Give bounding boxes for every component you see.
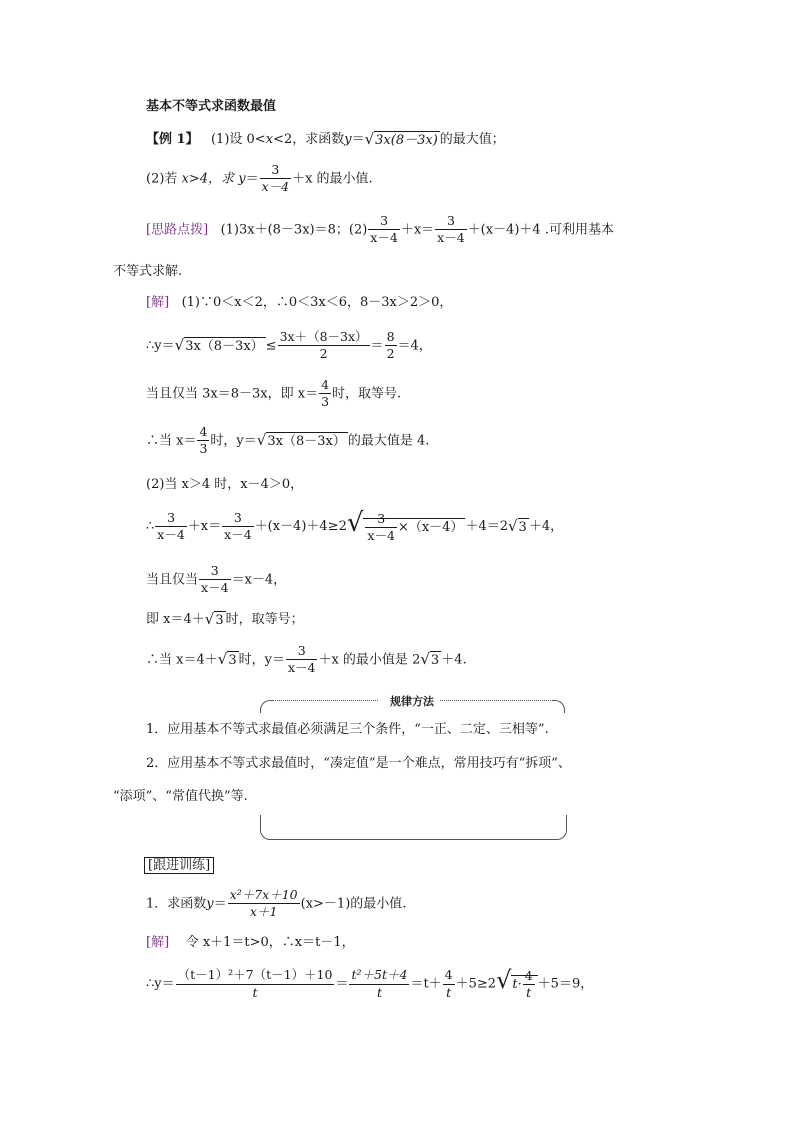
solution-line-4: ∴当 x＝ $\frac{4}{3}$ 时，y＝√3x（8－3x） 的最大值是 4. bbox=[146, 424, 430, 457]
rules-item-2-cont: “添项”、“常值代换”等. bbox=[113, 789, 248, 804]
example-question-2: (2)若 x>4，求 y＝ $\frac{3}{x-4}$ ＋x 的最小值. bbox=[146, 162, 373, 195]
example-tag: 【例 1】 bbox=[146, 132, 199, 147]
solution-line-9: ∴当 x＝4＋√3 时，y＝ $\frac{3}{x-4}$ ＋x 的最小值是 2√3 ＋4. bbox=[146, 643, 467, 676]
solution-line-2: ∴y＝√3x（8－3x） ≤ $\frac{3x+(8-3x)}{2}$ ＝ $\frac{8}{2}$ ＝4， bbox=[146, 329, 432, 362]
rules-item-1: 1．应用基本不等式求最值必须满足三个条件，“一正、二定、三相等”. bbox=[146, 722, 549, 737]
practice-tag: [跟进训练] bbox=[144, 857, 214, 874]
section-title: 基本不等式求函数最值 bbox=[146, 99, 277, 114]
solution-line-8: 即 x＝4＋√3 时，取等号； bbox=[146, 610, 304, 628]
example-question-1: 【例 1】 (1)设 0<x<2，求函数y＝√3x(8－3x) 的最大值； bbox=[146, 130, 505, 148]
rules-box-title: 规律方法 bbox=[390, 695, 434, 708]
fraction: $\frac{3}{x-4}$ bbox=[261, 162, 290, 195]
practice-solution-tag: [解] bbox=[146, 935, 170, 950]
hint-line: [思路点拨] (1)3x＋(8－3x)＝8；(2) $\frac{3}{x-4}$ ＋x＝ $\frac{3}{x-4}$ ＋(x－4)＋4 .可利用基本 bbox=[146, 213, 614, 246]
practice-solution-line-2: ∴y＝ $\frac{\text{（t－1）²＋7（t－1）＋10}}{t}$ ＝ $\frac{\text{t²＋5t＋4}}{t}$ ＝t＋ $\frac{4}{t}$ ＋5≥2√t· $\frac{4}{t}$ ＋5＝9， bbox=[146, 966, 594, 1000]
solution-line-6: ∴ $\frac{3}{x-4}$ ＋x＝ $\frac{3}{x-4}$ ＋(x－4)＋4≥2√ $\frac{3}{x-4}$ ×（x－4） ＋4＝2√3 ＋4， bbox=[146, 508, 564, 543]
solution-line-3: 当且仅当 3x＝8－3x，即 x＝ $\frac{4}{3}$ 时，取等号. bbox=[146, 377, 402, 410]
radical: √3x(8－3x) bbox=[364, 130, 438, 148]
solution-line-1: [解] (1)∵0＜x＜2，∴0＜3x＜6，8－3x＞2＞0， bbox=[146, 295, 453, 310]
solution-tag: [解] bbox=[146, 295, 170, 310]
hint-tag: [思路点拨] bbox=[146, 222, 209, 238]
rules-item-2: 2．应用基本不等式求最值时，“凑定值”是一个难点，常用技巧有“拆项”、 bbox=[146, 756, 571, 771]
solution-line-7: 当且仅当 $\frac{3}{x-4}$ ＝x－4， bbox=[146, 563, 287, 596]
practice-solution-line-1: [解] 令 x＋1＝t>0，∴x＝t－1， bbox=[146, 935, 355, 950]
hint-line-2: 不等式求解. bbox=[113, 264, 183, 279]
solution-line-5: (2)当 x＞4 时，x－4＞0， bbox=[146, 477, 304, 492]
practice-question: 1．求函数y＝ $\frac{\text{x²＋7x＋10}}{x+1}$ (x>－1)的最小值. bbox=[146, 887, 407, 920]
